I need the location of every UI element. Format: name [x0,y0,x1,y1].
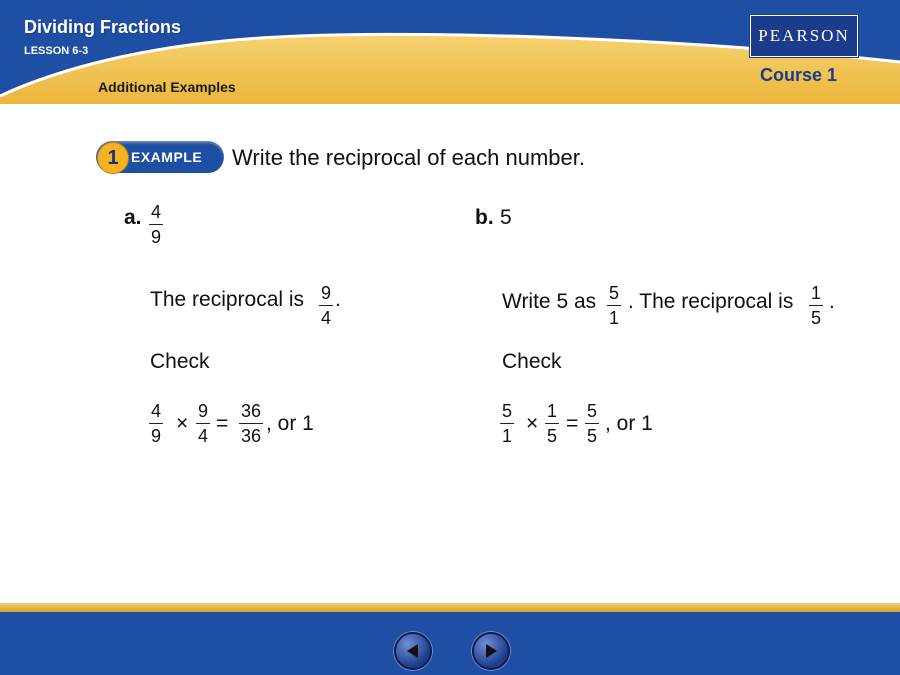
part-b-whole-as-fraction: $\frac{5}{1}$ [609,283,620,328]
back-arrow-icon [404,642,422,660]
part-a-check-product: $\frac{36}{36}$ [241,401,262,446]
example-badge-label: EXAMPLE [131,149,203,165]
part-b-label: b. [475,206,494,229]
part-b-reciprocal: $\frac{1}{5}$ [811,283,822,328]
footer-bar [0,612,900,675]
part-b-answer-prefix: Write 5 as [502,290,597,313]
part-b-number: 5 [500,206,512,229]
part-a-check-suffix: , or 1 [266,412,314,435]
part-a-check-label: Check [150,350,210,373]
example-number: 1 [97,142,129,174]
footer-stripe [0,603,900,612]
part-a-number: $\frac{4}{9}$ [151,202,162,247]
part-a-reciprocal: $\frac{9}{4}$ [321,283,332,328]
equals-sign: = [566,412,579,435]
forward-arrow-icon [482,642,500,660]
part-b-check-product: $\frac{5}{5}$ [587,401,598,446]
part-b-check-factor-1: $\frac{5}{1}$ [502,401,513,446]
part-b-check-label: Check [502,350,562,373]
part-b-period: . [829,290,835,313]
part-a-answer-text: The reciprocal is [150,288,305,311]
lesson-number: LESSON 6-3 [24,45,89,57]
part-b-answer-middle: . The reciprocal is [628,290,794,313]
part-a-label: a. [124,206,142,229]
part-a-period: . [335,288,341,311]
course-label: Course 1 [760,65,838,85]
part-b-check-factor-2: $\frac{1}{5}$ [547,401,558,446]
next-slide-button[interactable] [472,632,510,670]
section-subtitle: Additional Examples [98,79,236,95]
part-b-check-suffix: , or 1 [605,412,653,435]
publisher-logo: PEARSON [750,15,858,57]
previous-slide-button[interactable] [394,632,432,670]
multiply-sign: × [526,412,539,435]
part-a-check-factor-1: $\frac{4}{9}$ [151,401,162,446]
part-a-check-factor-2: $\frac{9}{4}$ [198,401,209,446]
lesson-title: Dividing Fractions [24,17,182,37]
multiply-sign: × [176,412,189,435]
example-prompt: Write the reciprocal of each number. [232,145,585,170]
equals-sign: = [216,412,229,435]
